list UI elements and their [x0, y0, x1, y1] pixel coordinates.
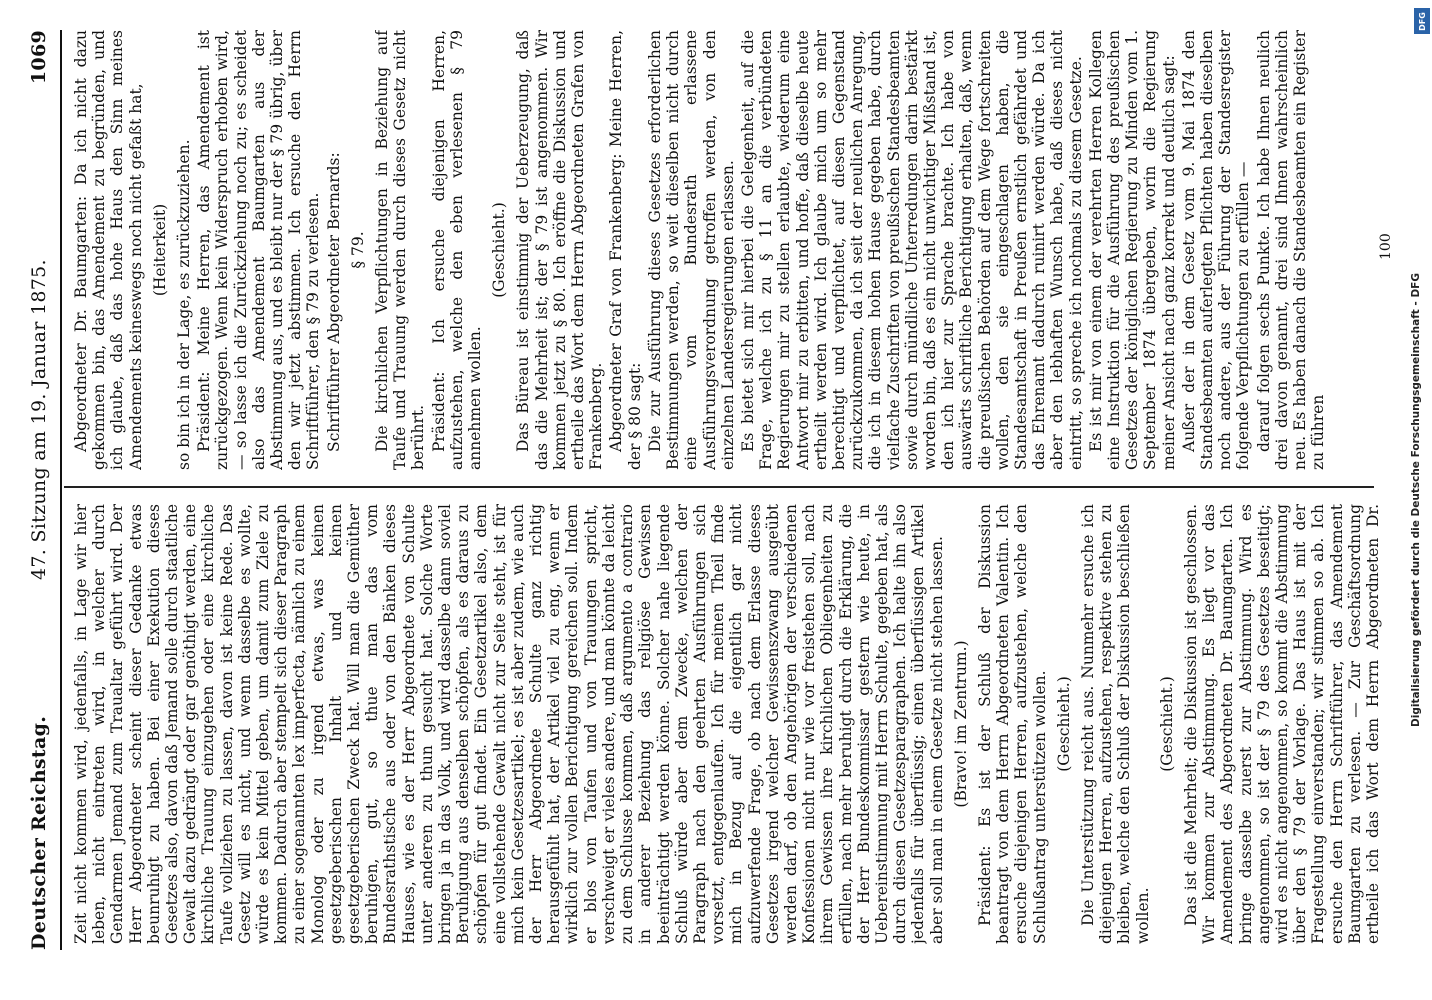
paragraph: Schriftführer Abgeordneter Bernards:: [324, 152, 343, 452]
column-divider: [64, 486, 1374, 488]
paragraph: Es ist mir von einem der verehrten Herren Kollegen eine Instruktion für die Ausführung des preußischen Gesetzes der königlichen Regierung zu Minden vom 1. September 1874 übergeben, worin die Regierung meiner Ansicht nach ganz korrekt und deutlich sagt:: [1086, 30, 1178, 470]
bottom-page-number: 100: [1378, 233, 1394, 260]
paragraph: Die zur Ausführung dieses Gesetzes erforderlichen Bestimmungen werden, so weit dieselben nicht durch eine vom Bundesrath erlassene Ausführungsverordnung getroffen werden, von den einzelnen Landesregierungen erlassen.: [645, 30, 737, 470]
paragraph: (Geschieht.): [490, 202, 509, 298]
page-header: [22, 30, 56, 950]
paragraph: Das ist die Mehrheit; die Diskussion ist geschlossen. Wir kommen zur Abstimmung. Es liegt vor das Amendement des Abgeordneten Dr. Baumgarten. Ich bringe dasselbe zuerst zur Abstimmung. Wird es angenommen, so ist der § 79 des Gesetzes beseitigt; wird es nicht angenommen, so kommt die Abstimmung über den § 79 der Vorlage. Das Haus ist mit der Fragestellung einverstanden; wir stimmen so ab. Ich ersuche den Herrn Schriftführer, das Amendement Baumgarten zu verlesen. — Zur Geschäftsordnung ertheile ich das Wort dem Herrn Abgeordneten Dr.: [1181, 504, 1382, 944]
paragraph: (Bravo! im Zentrum.): [951, 640, 970, 808]
paragraph: (Geschieht.): [1157, 676, 1176, 772]
header-left: Deutscher Reichstag.: [28, 715, 50, 950]
credit-text: Digitalisierung gefördert durch die Deutsche Forschungsgemeinschaft - DFG: [1410, 273, 1422, 727]
paragraph: (Heiterkeit): [150, 203, 169, 297]
left-column: [72, 504, 1382, 944]
paragraph: Präsident: Ich ersuche diejenigen Herren, aufzustehen, welche den eben verlesenen § 79 annehmen wollen.: [429, 30, 485, 470]
paragraph: Zeit nicht kommen wird, jedenfalls, in Lage wir hier leben, nicht eintreten wird, in welcher durch Gendarmen Jemand zum Traualtar geführt wird. Der Herr Abgeordneter scheint dieser Gedanke etwas beunruhigt zu haben. Bei einer Exekution dieses Gesetzes also, davon daß Jemand solle durch staatliche Gewalt dazu gedrängt oder gar genöthigt werden, eine kirchliche Trauung einzugehen oder eine kirchliche Taufe vollziehen zu lassen, davon ist keine Rede. Das Gesetz will es nicht, und wenn dasselbe es wollte, würde es kein Mittel geben, um damit zum Ziele zu kommen. Dadurch aber stempelt sich dieser Paragraph zu einer sogenannten lex imperfecta, nämlich zu einem Monolog oder zu irgend etwas, was keinen gesetzgeberischen Inhalt und keinen gesetzgeberischen Zweck hat. Will man die Gemüther beruhigen, gut, so thue man das vom Bundesrathstische aus oder von den Bänken dieses Hauses, wie es der Herr Abgeordnete von Schulte unter anderen zu thun gesucht hat. Solche Worte bringen ja in das Volk, und wird dasselbe dann soviel Beruhigung aus denselben schöpfen, als es daraus zu schöpfen für gut findet. Ein Gesetzartikel also, dem eine vollstehende Gewalt nicht zur Seite steht, ist für mich kein Gesetzesartikel; es ist aber zudem, wie auch der Herr Abgeordnete Schulte ganz richtig herausgefühlt hat, der Artikel viel zu eng, wenn er wirklich zur vollen Berichtigung gereichen soll. Indem er blos von Taufen und von Trauungen spricht, verschweigt er vieles andere, und man könnte da leicht zu dem Schlusse kommen, daß argumento a contrario in anderer Beziehung das religiöse Gewissen beeinträchtigt werden könne. Solcher nahe liegende Schluß würde aber dem Zwecke, welchen der Paragraph nach den geehrten Ausführungen sich vorsetzt, entgegenlaufen. Ich für meinen Theil finde mich in Bezug auf die eigentlich gar nicht aufzuwerfende Frage, ob nach dem Erlasse dieses Gesetzes irgend welcher Gewissenszwang ausgeübt werden darf, ob den Angehörigen der verschiedenen Konfessionen nicht nur wie vor freistehen soll, nach ihrem Gewissen ihre kirchlichen Obliegenheiten zu erfüllen, nach mehr beruhigt durch die Erklärung, die der Herr Bundeskommissar gestern wie heute, in Uebereinstimmung mit Herrn Schulte, gegeben hat, als durch diesen Gesetzesparagraphen. Ich halte ihn also jedenfalls für überflüssig; einen überflüssigen Artikel aber soll man in einem Gesetze nicht stehen lassen.: [72, 504, 946, 944]
paragraph: Präsident: Meine Herren, das Amendement ist zurückgezogen. Wenn kein Widerspruch erhoben wird, — so lasse ich die Zurückziehung noch zu; es scheidet also das Amendement Baumgarten aus der Abstimmung aus, und es bleibt nur der § 79 übrig, über den wir jetzt abstimmen. Ich ersuche den Herrn Schriftführer, den § 79 zu verlesen.: [195, 30, 323, 470]
digitization-credit: [1410, 40, 1424, 960]
right-column: [72, 30, 1382, 470]
paragraph: § 79.: [348, 231, 367, 269]
paragraph: Abgeordneter Graf von Frankenberg: Meine Herren, der § 80 sagt:: [607, 30, 644, 470]
paragraph: so bin ich in der Lage, es zurückzuziehen.: [175, 139, 194, 470]
paragraph: Es bietet sich mir hierbei die Gelegenheit, auf die Frage, welche ich zu § 11 an die verbündeten Regierungen mir zu stellen erlaubte, wiederum eine Antwort mir zu erbitten, und hoffe, daß dieselbe heute ertheilt werden wird. Ich glaube mich um so mehr berechtigt und verpflichtet, auf diesen Gegenstand zurückzukommen, da ich seit der neulichen Anregung, die ich in diesem hohen Hause gegeben habe, durch vielfache Zuschriften von preußischen Standesbeamten sowie durch mündliche Unterredungen darin bestärkt worden bin, daß es ein nicht unwichtiger Mißstand ist, den ich hier zur Sprache brachte. Ich habe von auswärts schriftliche Berichtigung erhalten, daß, wenn die preußischen Behörden auf dem Wege fortschreiten wollen, den sie eingeschlagen haben, die Standesamtschaft in Preußen ernstlich gefährdet und das Ehrenamt dadurch ruinirt werden würde. Da ich aber den lebhaften Wunsch habe, daß dieses nicht eintritt, so spreche ich nochmals zu diesem Gesetze.: [738, 30, 1085, 470]
header-page-number: 1069: [28, 30, 50, 85]
paragraph: Die Unterstützung reicht aus. Nunmehr ersuche ich diejenigen Herren, aufzustehen, respektive stehen zu bleiben, welche den Schluß der Diskussion beschließen wollen.: [1078, 504, 1152, 944]
paragraph: Das Büreau ist einstimmig der Ueberzeugung, daß das die Mehrheit ist; der § 79 ist angenommen. Wir kommen jetzt zu § 80. Ich eröffne die Diskussion und ertheile das Wort dem Herrn Abgeordneten Grafen von Frankenberg.: [514, 30, 606, 470]
paragraph: Die kirchlichen Verpflichtungen in Beziehung auf Taufe und Trauung werden durch dieses Gesetz nicht berührt.: [373, 30, 428, 470]
paragraph: darauf folgen sechs Punkte. Ich habe Ihnen neulich drei davon genannt, drei sind Ihnen wahrscheinlich neu. Es haben danach die Standesbeamten ein Register zu führen: [1254, 30, 1328, 470]
paragraph: Außer der in dem Gesetz vom 9. Mai 1874 den Standesbeamten auferlegten Pflichten haben dieselben noch andere, aus der Führung der Standesregister folgende Verpflichtungen zu erfüllen —: [1179, 30, 1253, 470]
dfg-logo-text: DFG: [1417, 11, 1427, 31]
paragraph: Präsident: Es ist der Schluß der Diskussion beantragt von dem Herrn Abgeordneten Valentin. Ich ersuche diejenigen Herren, aufzustehen, welche den Schlußantrag unterstützen wollen.: [975, 504, 1049, 944]
dfg-logo: [1414, 8, 1430, 34]
header-rule: [60, 30, 62, 950]
paragraph: (Geschieht.): [1054, 676, 1073, 772]
paragraph: Abgeordneter Dr. Baumgarten: Da ich nicht dazu gekommen bin, das Amendement zu begründen, und ich glaube, daß das hohe Haus den Sinn meines Amendements keineswegs noch nicht gefaßt hat,: [72, 30, 145, 470]
header-middle: 47. Sitzung am 19. Januar 1875.: [28, 259, 50, 580]
